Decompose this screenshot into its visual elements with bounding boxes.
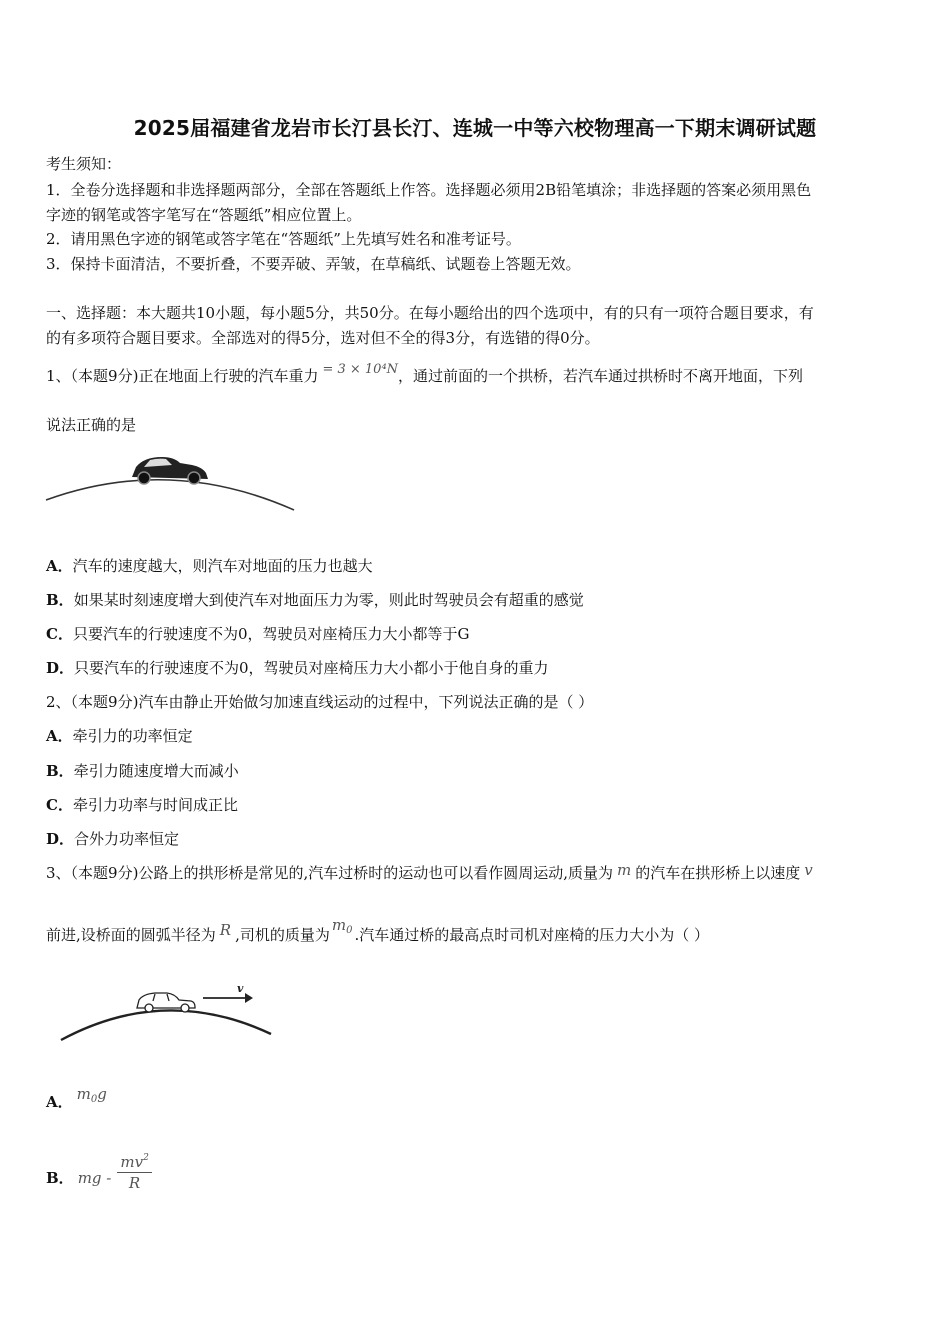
q3-stem-line1-b: 的汽车在拱形桥上以速度 xyxy=(635,864,801,882)
q2-option-c-text: 牵引力功率与时间成正比 xyxy=(72,796,238,814)
q1-option-d xyxy=(46,658,549,678)
q1-option-b-letter: B． xyxy=(46,591,74,609)
q3-option-b-numerator xyxy=(117,1148,151,1173)
q1-stem-prefix: 1、（本题9分)正在地面上行驶的汽车重力 xyxy=(46,367,319,385)
q3-option-b-letter: B． xyxy=(46,1168,74,1187)
q1-option-b-text: 如果某时刻速度增大到使汽车对地面压力为零，则此时驾驶员会有超重的感觉 xyxy=(73,591,584,609)
q2-option-b-letter: B． xyxy=(46,762,74,780)
q1-option-b xyxy=(46,590,584,610)
q3-stem-line2-b: ,司机的质量为 xyxy=(235,926,330,944)
q3-option-b-denominator: R xyxy=(128,1174,141,1192)
q1-option-c xyxy=(46,624,469,644)
q3-option-b-sup: 2 xyxy=(143,1153,149,1163)
q3-option-a-formula xyxy=(77,1085,107,1103)
q1-option-a-text: 汽车的速度越大，则汽车对地面的压力也越大 xyxy=(72,557,373,575)
notice-heading: 考生须知： xyxy=(46,155,122,173)
q1-stem xyxy=(46,362,804,388)
velocity-label: v xyxy=(237,982,244,995)
q3-symbol-m0-base: m xyxy=(331,916,347,934)
notice-item-1: 1．全卷分选择题和非选择题两部分，全部在答题纸上作答。选择题必须用2B铅笔填涂；非选择题的答案必须用黑色 xyxy=(46,181,812,199)
q1-bridge-car-figure xyxy=(40,445,300,520)
q2-option-c-letter: C． xyxy=(46,796,73,814)
q1-stem-suffix: ，通过前面的一个拱桥，若汽车通过拱桥时不离开地面，下列 xyxy=(398,367,804,385)
bridge-arch xyxy=(61,1010,271,1040)
q3-option-a-letter: A． xyxy=(46,1093,73,1111)
q1-option-c-letter: C． xyxy=(46,625,73,643)
q3-symbol-R: R xyxy=(219,921,232,939)
section-instructions-line1: 一、选择题：本大题共10小题，每小题5分，共50分。在每小题给出的四个选项中，有的只有一项符合题目要求，有 xyxy=(46,304,814,322)
car-icon xyxy=(137,993,195,1012)
q3-option-a xyxy=(46,1084,107,1110)
q3-option-b-num-text: mv xyxy=(120,1153,144,1171)
q2-option-a xyxy=(46,726,193,746)
section-instructions-line2: 的有多项符合题目要求。全部选对的得5分，选对但不全的得3分，有选错的得0分。 xyxy=(46,329,600,347)
q3-symbol-v: v xyxy=(804,861,813,879)
page-title: 2025届福建省龙岩市长汀县长汀、连城一中等六校物理高一下期末调研试题 xyxy=(133,116,817,140)
q2-option-a-letter: A． xyxy=(46,727,73,745)
notice-item-2: 2．请用黑色字迹的钢笔或答字笔在“答题纸”上先填写姓名和准考证号。 xyxy=(46,230,521,248)
q1-stem-line2: 说法正确的是 xyxy=(46,416,137,434)
q1-option-a-letter: A． xyxy=(46,557,73,575)
notice-item-3: 3．保持卡面清洁，不要折叠，不要弄破、弄皱，在草稿纸、试题卷上答题无效。 xyxy=(46,255,581,273)
q1-option-a xyxy=(46,556,373,576)
q2-option-d xyxy=(46,829,179,849)
q3-stem-line2 xyxy=(46,916,710,951)
q3-symbol-m0 xyxy=(332,916,353,934)
q3-stem-line2-a: 前进,设桥面的圆弧半径为 xyxy=(46,926,216,944)
q3-stem-line2-c: .汽车通过桥的最高点时司机对座椅的压力大小为（ ） xyxy=(354,926,710,944)
q3-option-a-sub: 0 xyxy=(90,1094,98,1105)
q3-option-b xyxy=(46,1140,152,1192)
q1-option-c-text: 只要汽车的行驶速度不为0，驾驶员对座椅压力大小都等于G xyxy=(72,625,470,643)
q2-option-b xyxy=(46,761,239,781)
q1-option-d-letter: D． xyxy=(46,659,75,677)
q3-option-b-lead: mg - xyxy=(77,1168,112,1187)
q3-symbol-m: m xyxy=(616,861,632,879)
q2-option-a-text: 牵引力的功率恒定 xyxy=(72,727,193,745)
q2-option-d-text: 合外力功率恒定 xyxy=(74,830,180,848)
q2-stem: 2、（本题9分)汽车由静止开始做匀加速直线运动的过程中，下列说法正确的是（ ） xyxy=(46,693,594,711)
q3-option-a-m: m xyxy=(76,1085,91,1103)
q1-weight-formula: = 3 × 10⁴N xyxy=(322,362,399,377)
notice-item-1-cont: 字迹的钢笔或答字笔写在“答题纸”相应位置上。 xyxy=(46,206,362,224)
q3-bridge-car-figure xyxy=(55,978,285,1048)
q3-stem-line1-a: 3、（本题9分)公路上的拱形桥是常见的,汽车过桥时的运动也可以看作圆周运动,质量为 xyxy=(46,864,613,882)
q2-option-c xyxy=(46,795,238,815)
q3-option-b-fraction xyxy=(117,1148,151,1193)
q2-option-b-text: 牵引力随速度增大而减小 xyxy=(73,762,239,780)
bridge-arch xyxy=(46,480,294,510)
q1-option-d-text: 只要汽车的行驶速度不为0，驾驶员对座椅压力大小都小于他自身的重力 xyxy=(74,659,549,677)
q3-stem-line1 xyxy=(46,863,813,883)
q2-option-d-letter: D． xyxy=(46,830,75,848)
velocity-arrow-icon xyxy=(203,993,253,1003)
q3-option-a-g: g xyxy=(97,1085,107,1103)
q3-symbol-m0-sub: 0 xyxy=(346,925,353,936)
